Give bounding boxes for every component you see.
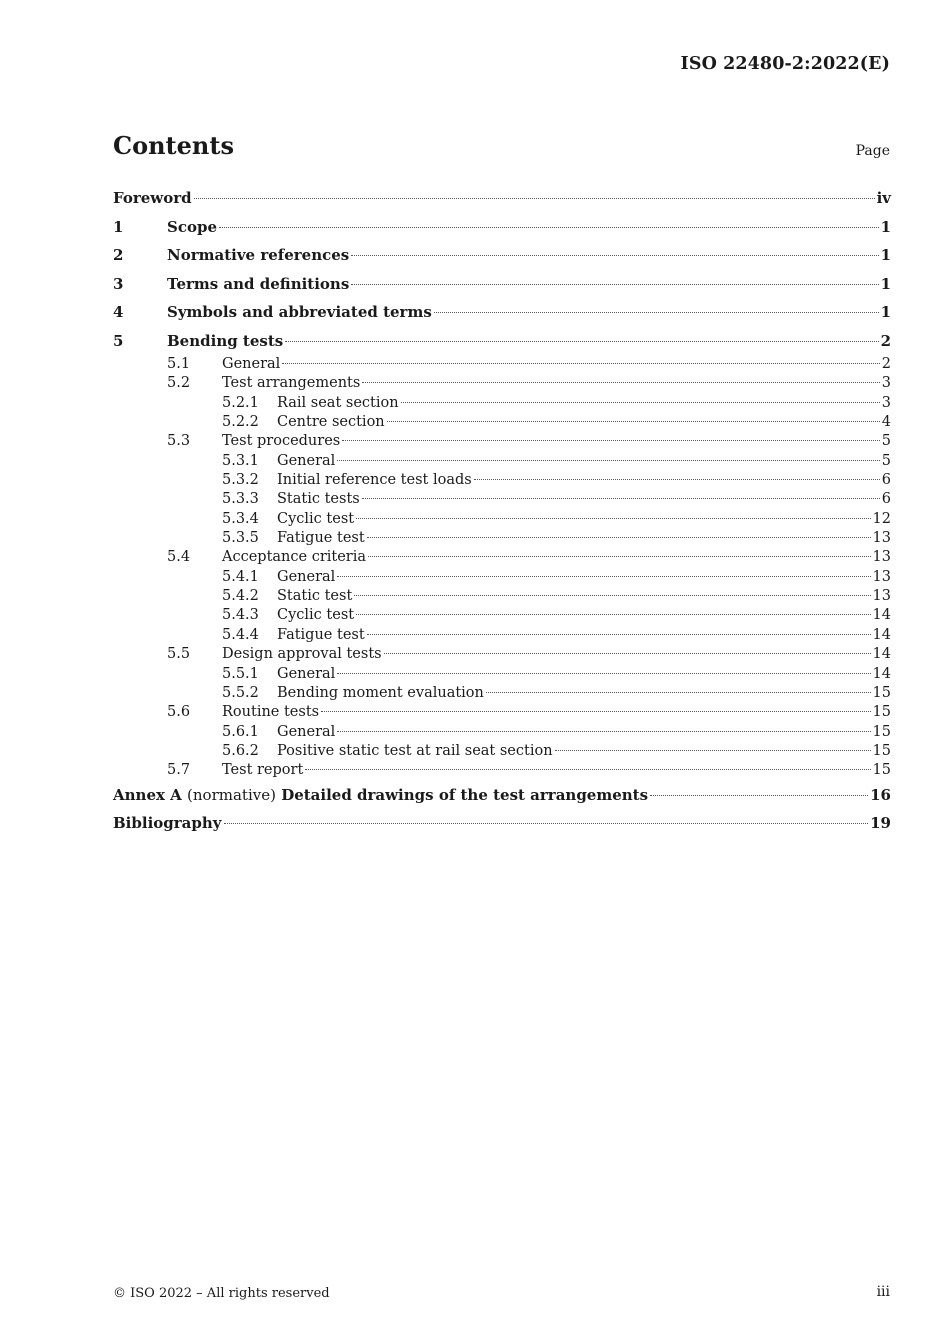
dot-leader	[367, 537, 871, 538]
toc-entry-page: 13	[872, 530, 891, 547]
toc-entry-5-4-4[interactable]	[113, 626, 891, 645]
toc-entry-page: 13	[872, 588, 891, 605]
toc-entry-page: 15	[872, 762, 891, 779]
toc-entry-page: 5	[881, 452, 891, 469]
toc-entry-5-3-3[interactable]	[113, 490, 891, 509]
toc-entry-scope[interactable]	[113, 213, 891, 242]
toc-entry-5-3[interactable]	[113, 432, 891, 451]
toc-entry-title: Scope	[167, 217, 218, 236]
toc-entry-page: 14	[872, 607, 891, 624]
toc-entry-title: Fatigue test	[277, 530, 365, 547]
dot-leader	[434, 312, 879, 313]
dot-leader	[337, 460, 879, 461]
toc-entry-number: 2	[113, 246, 124, 264]
toc-entry-5-5-1[interactable]	[113, 665, 891, 684]
toc-entry-title: Bending tests	[167, 331, 284, 350]
toc-entry-page: 6	[881, 472, 891, 489]
dot-leader	[351, 255, 878, 256]
toc-entry-title: General	[222, 356, 281, 372]
dot-leader	[368, 556, 871, 557]
dot-leader	[337, 576, 870, 577]
toc-entry-page: 14	[872, 646, 891, 663]
dot-leader	[401, 402, 880, 403]
toc-entry-number: 5	[113, 331, 124, 350]
toc-entry-5-4[interactable]	[113, 548, 891, 567]
toc-entry-title: Static tests	[277, 491, 360, 508]
toc-entry-page: 1	[880, 303, 891, 321]
toc-entry-number: 5.6.2	[222, 742, 259, 759]
toc-entry-5-2[interactable]	[113, 374, 891, 393]
toc-entry-5-2-2[interactable]	[113, 413, 891, 432]
toc-entry-title: Rail seat section	[277, 394, 399, 411]
dot-leader	[282, 363, 879, 364]
dot-leader	[367, 634, 871, 635]
document-identifier: ISO 22480-2:2022(E)	[680, 54, 890, 74]
dot-leader	[362, 382, 879, 383]
toc-entry-title: Normative references	[167, 246, 350, 264]
toc-entry-number: 5.6	[167, 704, 191, 721]
dot-leader	[650, 795, 868, 796]
toc-entry-title: Routine tests	[222, 704, 320, 721]
toc-entry-title: Static test	[277, 588, 353, 605]
toc-entry-page: 2	[881, 356, 891, 372]
toc-entry-symbols[interactable]	[113, 298, 891, 327]
dot-leader	[305, 769, 870, 770]
toc-entry-number: 4	[113, 303, 124, 321]
toc-entry-title: Acceptance criteria	[222, 549, 367, 566]
toc-entry-title: General	[277, 568, 336, 585]
toc-entry-title: Bibliography	[113, 814, 222, 833]
toc-entry-page: 15	[872, 684, 891, 701]
toc-entry-page: 4	[881, 414, 891, 431]
toc-entry-page: 3	[881, 394, 891, 411]
toc-entry-page: 14	[872, 626, 891, 643]
toc-entry-5-3-5[interactable]	[113, 529, 891, 548]
toc-entry-title: Fatigue test	[277, 626, 365, 643]
toc-entry-bending-tests[interactable]	[113, 327, 891, 356]
toc-entry-5-1[interactable]	[113, 355, 891, 374]
dot-leader	[555, 750, 871, 751]
toc-entry-page: 15	[872, 742, 891, 759]
toc-entry-5-5-2[interactable]	[113, 684, 891, 703]
toc-entry-page: 15	[872, 704, 891, 721]
toc-entry-annex-a[interactable]	[113, 781, 891, 810]
toc-entry-page: 19	[870, 814, 891, 833]
toc-entry-page: 1	[880, 246, 891, 264]
page-column-label: Page	[855, 143, 890, 159]
dot-leader	[356, 518, 870, 519]
toc-entry-number: 5.5.1	[222, 665, 259, 682]
dot-leader	[224, 823, 869, 824]
toc-entry-page: 6	[881, 491, 891, 508]
toc-entry-5-3-2[interactable]	[113, 471, 891, 490]
toc-entry-number: 3	[113, 274, 124, 293]
toc-entry-number: 5.5.2	[222, 684, 259, 701]
copyright-notice: © ISO 2022 – All rights reserved	[113, 1286, 330, 1301]
dot-leader	[194, 198, 875, 199]
toc-entry-title: Design approval tests	[222, 646, 382, 663]
toc-entry-5-6-1[interactable]	[113, 723, 891, 742]
dot-leader	[384, 653, 871, 654]
toc-entry-title: Foreword	[113, 189, 192, 207]
dot-leader	[337, 673, 870, 674]
toc-entry-title: Cyclic test	[277, 510, 355, 527]
toc-entry-number: 5.7	[167, 762, 191, 779]
toc-entry-page: 1	[880, 274, 891, 293]
toc-entry-number: 5.3.4	[222, 510, 259, 527]
annex-label: Annex A	[113, 785, 182, 804]
toc-entry-5-4-1[interactable]	[113, 568, 891, 587]
dot-leader	[362, 498, 880, 499]
toc-entry-normative-references[interactable]	[113, 241, 891, 270]
toc-entry-number: 5.6.1	[222, 723, 259, 740]
toc-entry-title: Test arrangements	[222, 375, 361, 392]
toc-entry-number: 5.4.4	[222, 626, 259, 643]
toc-entry-title: Centre section	[277, 414, 385, 431]
dot-leader	[342, 440, 880, 441]
toc-entry-title: Initial reference test loads	[277, 472, 472, 489]
toc-entry-page: 5	[881, 433, 891, 450]
table-of-contents	[113, 184, 891, 838]
toc-entry-5-3-1[interactable]	[113, 452, 891, 471]
toc-entry-5-7[interactable]	[113, 761, 891, 780]
toc-entry-number: 5.3.2	[222, 472, 259, 489]
toc-entry-number: 5.2	[167, 375, 191, 392]
toc-entry-5-6-2[interactable]	[113, 742, 891, 761]
toc-entry-title: Bending moment evaluation	[277, 684, 484, 701]
toc-entry-number: 1	[113, 217, 124, 236]
toc-entry-title: General	[277, 452, 336, 469]
toc-entry-number: 5.4.3	[222, 607, 259, 624]
toc-entry-page: 14	[872, 665, 891, 682]
dot-leader	[351, 284, 878, 285]
toc-entry-number: 5.4.1	[222, 568, 259, 585]
dot-leader	[474, 479, 880, 480]
toc-entry-number: 5.1	[167, 356, 191, 372]
toc-entry-page: 2	[880, 331, 891, 350]
toc-entry-number: 5.3.1	[222, 452, 259, 469]
toc-entry-page: 12	[872, 510, 891, 527]
toc-entry-5-6[interactable]	[113, 703, 891, 722]
dot-leader	[354, 595, 870, 596]
toc-entry-terms-and-definitions[interactable]	[113, 270, 891, 299]
toc-entry-number: 5.4.2	[222, 588, 259, 605]
toc-entry-page: 15	[872, 723, 891, 740]
toc-entry-page: 3	[881, 375, 891, 392]
dot-leader	[337, 731, 870, 732]
toc-entry-bibliography[interactable]	[113, 809, 891, 838]
contents-heading: Contents	[113, 131, 234, 160]
page-number: iii	[876, 1284, 890, 1300]
toc-entry-title: Cyclic test	[277, 607, 355, 624]
toc-entry-5-4-2[interactable]	[113, 587, 891, 606]
dot-leader	[285, 341, 878, 342]
toc-entry-title: Test report	[222, 762, 304, 779]
toc-entry-page: iv	[876, 189, 891, 207]
toc-entry-number: 5.4	[167, 549, 191, 566]
toc-entry-number: 5.2.1	[222, 394, 259, 411]
toc-entry-5-5[interactable]	[113, 645, 891, 664]
toc-entry-number: 5.5	[167, 646, 191, 663]
toc-entry-foreword[interactable]	[113, 184, 891, 213]
dot-leader	[219, 227, 879, 228]
toc-entry-title: General	[277, 723, 336, 740]
toc-entry-5-4-3[interactable]	[113, 606, 891, 625]
toc-entry-number: 5.3.3	[222, 491, 259, 508]
toc-entry-title: Detailed drawings of the test arrangements	[281, 785, 649, 804]
annex-type: (normative)	[187, 785, 276, 804]
toc-entry-page: 13	[872, 549, 891, 566]
toc-entry-title: Test procedures	[222, 433, 341, 450]
toc-entry-number: 5.2.2	[222, 414, 259, 431]
toc-entry-5-2-1[interactable]	[113, 394, 891, 413]
dot-leader	[356, 614, 870, 615]
toc-entry-page: 1	[880, 217, 891, 236]
dot-leader	[486, 692, 871, 693]
toc-entry-title: General	[277, 665, 336, 682]
toc-entry-number: 5.3	[167, 433, 191, 450]
toc-entry-page: 13	[872, 568, 891, 585]
toc-entry-title: Symbols and abbreviated terms	[167, 303, 432, 321]
toc-entry-title: Positive static test at rail seat section	[277, 742, 553, 759]
dot-leader	[321, 711, 870, 712]
toc-entry-page: 16	[870, 785, 891, 804]
toc-entry-5-3-4[interactable]	[113, 510, 891, 529]
toc-entry-number: 5.3.5	[222, 530, 259, 547]
dot-leader	[387, 421, 880, 422]
toc-entry-title: Terms and definitions	[167, 274, 350, 293]
